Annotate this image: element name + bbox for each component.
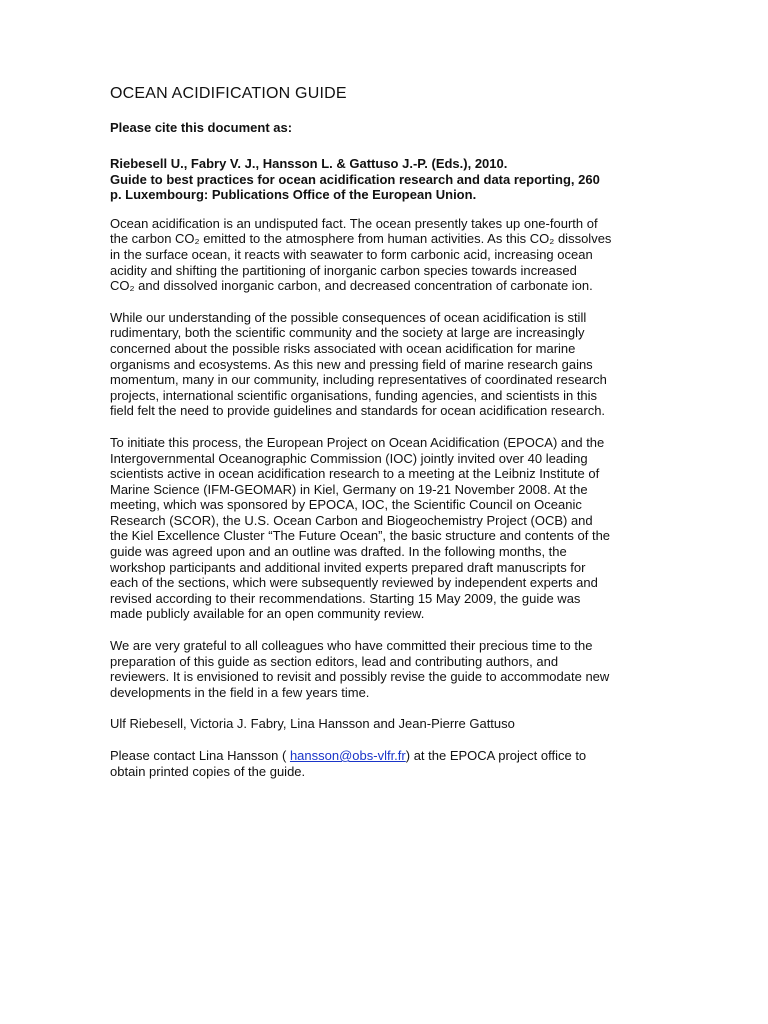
paragraph-acknowledgement [110, 638, 658, 700]
text-line: concerned about the possible risks associated with ocean acidification for marine [110, 340, 576, 356]
text-line: rudimentary, both the scientific community and the society at large are increasingly [110, 325, 585, 341]
text-line: the Kiel Excellence Cluster “The Future Ocean”, the basic structure and contents of the [110, 528, 611, 544]
text-line: made publicly available for an open community review. [110, 606, 425, 622]
citation-line: Guide to best practices for ocean acidification research and data reporting, 260 [110, 171, 600, 187]
text-line: in the surface ocean, it reacts with seawater to form carbonic acid, increasing ocean [110, 246, 593, 262]
text-line: organisms and ecosystems. As this new and pressing field of marine research gains [110, 356, 593, 372]
text-line: scientists active in ocean acidification research to a meeting at the Leibniz Institute of [110, 466, 600, 482]
text-line: projects, international scientific organisations, funding agencies, and scientists in this [110, 387, 598, 403]
text-line: field felt the need to provide guidelines and standards for ocean acidification research. [110, 403, 606, 419]
citation-block [110, 156, 658, 203]
text-line: Ocean acidification is an undisputed fact. The ocean presently takes up one-fourth of [110, 215, 598, 231]
cite-heading: Please cite this document as: [110, 120, 293, 135]
text-line: revised according to their recommendations. Starting 15 May 2009, the guide was [110, 590, 581, 606]
text-line: workshop participants and additional invited experts prepared draft manuscripts for [110, 559, 586, 575]
text-line: Intergovernmental Oceanographic Commission (IOC) jointly invited over 40 leading [110, 450, 588, 466]
paragraph-process [110, 435, 658, 622]
paragraph-intro [110, 216, 658, 294]
text-line: each of the sections, which were subsequently reviewed by independent experts and [110, 575, 598, 591]
contact-line-2: obtain printed copies of the guide. [110, 763, 306, 779]
text-line: Research (SCOR), the U.S. Ocean Carbon and Biogeochemistry Project (OCB) and [110, 512, 593, 528]
text-line: reviewers. It is envisioned to revisit and possibly revise the guide to accommodate new [110, 669, 610, 685]
contact-paragraph [110, 748, 658, 779]
text-line: developments in the field in a few years time. [110, 684, 370, 700]
document-page [110, 84, 658, 795]
text-line: While our understanding of the possible consequences of ocean acidification is still [110, 309, 587, 325]
text-line: Marine Science (IFM-GEOMAR) in Kiel, Germany on 19-21 November 2008. At the [110, 481, 588, 497]
signatories-line: Ulf Riebesell, Victoria J. Fabry, Lina Hansson and Jean-Pierre Gattuso [110, 716, 515, 732]
contact-text-before: Please contact Lina Hansson ( [110, 748, 290, 763]
text-line: We are very grateful to all colleagues who have committed their precious time to the [110, 638, 593, 654]
text-line: meeting, which was sponsored by EPOCA, IOC, the Scientific Council on Oceanic [110, 497, 582, 513]
citation-line: p. Luxembourg: Publications Office of the European Union. [110, 187, 477, 203]
contact-line [110, 748, 658, 764]
text-line: To initiate this process, the European Project on Ocean Acidification (EPOCA) and the [110, 434, 605, 450]
text-line: the carbon CO₂ emitted to the atmosphere from human activities. As this CO₂ dissolves [110, 231, 612, 247]
contact-text-after: ) at the EPOCA project office to [405, 748, 587, 763]
citation-line: Riebesell U., Fabry V. J., Hansson L. & Gattuso J.-P. (Eds.), 2010. [110, 156, 508, 171]
text-line: acidity and shifting the partitioning of inorganic carbon species towards increased [110, 262, 577, 278]
text-line: guide was agreed upon and an outline was drafted. In the following months, the [110, 544, 567, 560]
signatories [110, 716, 658, 732]
document-title: OCEAN ACIDIFICATION GUIDE [110, 85, 347, 102]
email-link[interactable]: hansson@obs-vlfr.fr [289, 748, 406, 763]
text-line: CO₂ and dissolved inorganic carbon, and decreased concentration of carbonate ion. [110, 278, 593, 294]
text-line: preparation of this guide as section editors, lead and contributing authors, and [110, 653, 559, 669]
text-line: momentum, many in our community, including representatives of coordinated research [110, 372, 607, 388]
paragraph-understanding [110, 310, 658, 419]
